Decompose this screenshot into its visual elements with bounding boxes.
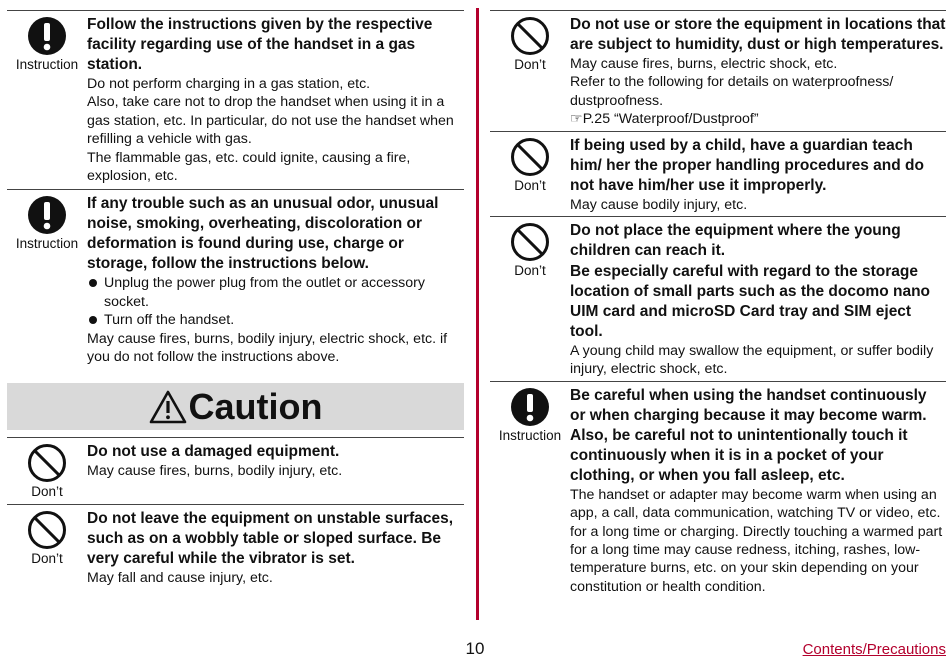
precaution-heading: Follow the instructions given by the respective facility regarding use of the handset in a gas station. xyxy=(87,16,433,73)
precaution-heading: If being used by a child, have a guardian teach him/ her the proper handling procedures and do not have him/her use it improperly. xyxy=(570,136,924,194)
bullet-item: Unplug the power plug from the outlet or accessory socket. xyxy=(87,274,464,311)
precaution-text: May cause fires, burns, bodily injury, etc. xyxy=(87,463,343,480)
icon-label: Don’t xyxy=(31,484,63,500)
reference-icon: ☞ xyxy=(570,111,583,128)
precaution-item xyxy=(7,504,464,587)
prohibited-icon xyxy=(510,137,550,177)
precaution-text: Also, take care not to drop the handset when using it in a gas station, etc. In particular, do not use the handset when refilling a vehicle with gas. xyxy=(87,94,454,148)
icon-label: Don’t xyxy=(514,263,546,279)
instruction-icon xyxy=(27,16,67,56)
precaution-text: May cause fires, burns, electric shock, etc. xyxy=(570,56,838,72)
precaution-heading: Be careful when using the handset continuously or when charging because it may become warm. Also, be careful not to unintentionally touch it continuously when it is in a pocket of your clothing, or when you fall asleep, etc. xyxy=(570,386,927,484)
precaution-item xyxy=(490,131,946,214)
precaution-heading: Do not leave the equipment on unstable surfaces, such as on a wobbly table or sloped surface. Be very careful while the vibrator is set. xyxy=(87,510,454,568)
precaution-text: May cause fires, burns, bodily injury, electric shock, etc. if you do not follow the instructions above. xyxy=(87,330,448,366)
icon-label: Don’t xyxy=(514,177,546,193)
reference-text: P.25 “Waterproof/Dustproof” xyxy=(582,111,759,128)
prohibited-icon xyxy=(510,222,550,262)
precaution-heading: Do not use or store the equipment in locations that are subject to humidity, dust or high temperatures. xyxy=(570,16,946,53)
column-divider xyxy=(476,8,479,620)
warning-triangle-icon xyxy=(149,390,187,424)
precaution-text: Do not perform charging in a gas station, etc. xyxy=(87,76,371,92)
caution-banner xyxy=(7,383,464,430)
icon-label: Don’t xyxy=(31,551,63,567)
prohibited-icon xyxy=(27,510,67,550)
precaution-heading: Do not use a damaged equipment. xyxy=(87,443,340,461)
bullet-item: Turn off the handset. xyxy=(87,311,464,329)
precaution-heading: Do not place the equipment where the young children can reach it. xyxy=(570,222,901,260)
prohibited-icon xyxy=(510,16,550,56)
caution-title: Caution xyxy=(188,385,323,427)
precaution-item xyxy=(490,10,946,129)
precaution-heading: If any trouble such as an unusual odor, unusual noise, smoking, overheating, discoloration or deformation is found during use, charge or storage, follow the instructions below. xyxy=(87,195,439,273)
precaution-item xyxy=(7,10,464,185)
instruction-icon xyxy=(510,387,550,427)
prohibited-icon xyxy=(27,443,67,483)
icon-label: Instruction xyxy=(498,427,562,443)
precaution-text: The flammable gas, etc. could ignite, causing a fire, explosion, etc. xyxy=(87,149,411,185)
icon-label: Instruction xyxy=(15,236,79,252)
precaution-text: Refer to the following for details on waterproofness/ dustproofness. xyxy=(570,74,894,109)
precaution-text: May cause bodily injury, etc. xyxy=(570,196,748,213)
contents-precautions-link[interactable]: Contents/Precautions xyxy=(802,641,946,658)
icon-label: Instruction xyxy=(15,57,79,72)
right-column xyxy=(490,10,946,596)
precaution-text: May fall and cause injury, etc. xyxy=(87,570,273,587)
precaution-item xyxy=(7,437,464,499)
precaution-item xyxy=(490,381,946,596)
precaution-text: A young child may swallow the equipment, or suffer bodily injury, electric shock, etc. xyxy=(570,343,934,378)
precaution-item xyxy=(7,189,464,366)
precaution-text: The handset or adapter may become warm when using an app, a call, data communication, watching TV or video, etc. for a long time or charging. Directly touching a warmed part for a long time may cause redness, itching, rashes, low-temperature burns, etc. on your skin depending on your constitution or health condition. xyxy=(570,486,943,595)
page-number: 10 xyxy=(465,639,485,658)
icon-label: Don’t xyxy=(514,57,546,72)
instruction-icon xyxy=(27,195,67,235)
page-reference xyxy=(570,110,946,128)
precaution-heading: Be especially careful with regard to the storage location of small parts such as the docomo nano UIM card and microSD Card tray and SIM eject tool. xyxy=(570,263,931,341)
left-column xyxy=(7,10,464,588)
precaution-item xyxy=(490,216,946,379)
